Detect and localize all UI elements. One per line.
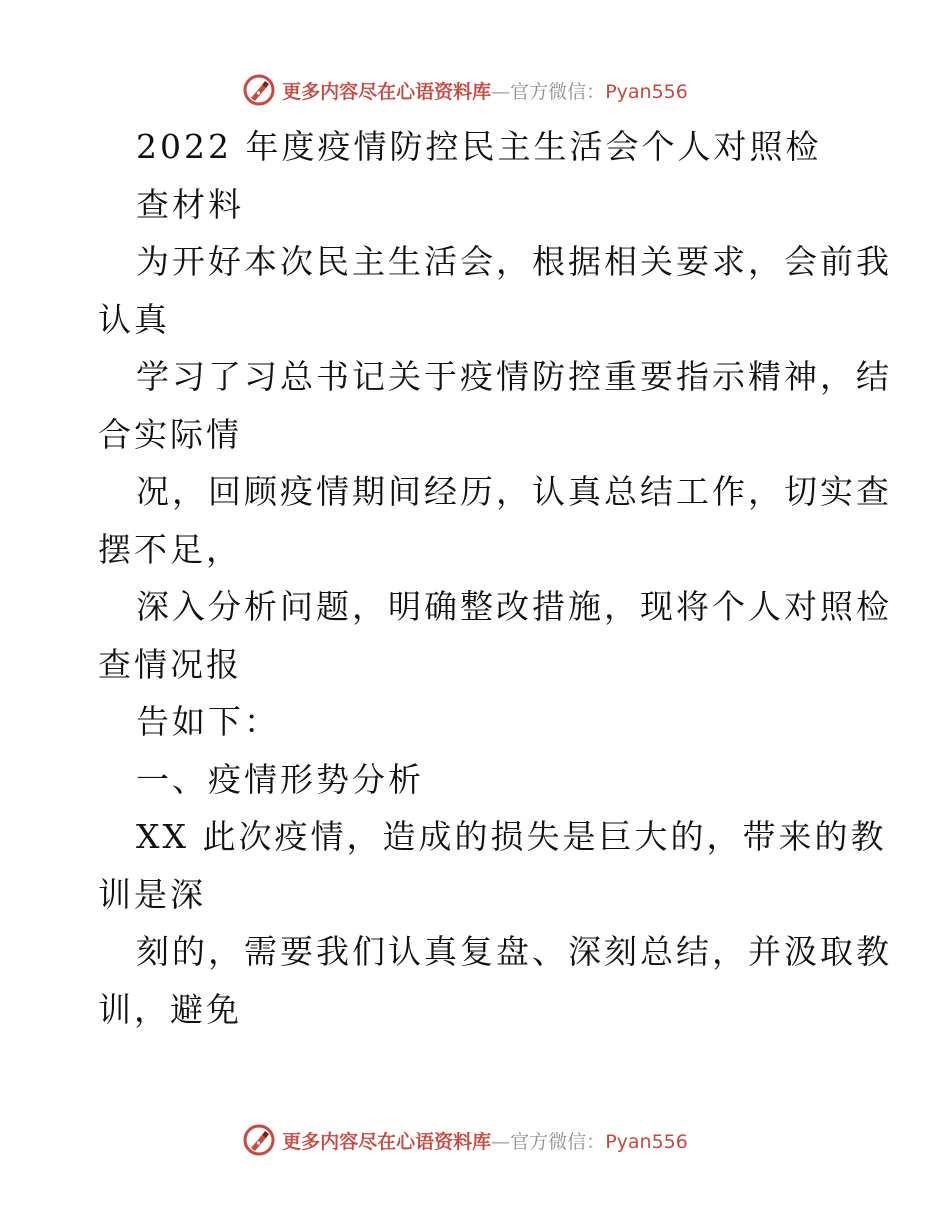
watermark-brand: 更多内容尽在心语资料库 [282,80,492,103]
document-line: 认真 [98,299,170,339]
watermark-wechat-id: Pyan556 [605,1130,688,1153]
document-line: 告如下： [136,702,280,741]
watermark-text [282,77,688,104]
document-line: 刻的，需要我们认真复盘、深刻总结，并汲取教 [136,932,892,971]
document-line: 况，回顾疫情期间经历，认真总结工作，切实查 [136,472,892,511]
document-line: 摆不足， [98,529,242,569]
pen-circle-logo-icon [242,73,276,107]
watermark-dash: — [491,80,511,103]
document-line: 学习了习总书记关于疫情防控重要指示精神，结 [136,357,892,396]
document-line: 查情况报 [98,644,242,684]
header-watermark [0,70,950,110]
watermark-group [242,1123,688,1157]
document-line: XX 此次疫情，造成的损失是巨大的，带来的教 [136,817,887,856]
document-line: 训，避免 [98,989,242,1029]
document-line: 查材料 [136,184,244,224]
watermark-wechat-id: Pyan556 [605,80,688,103]
watermark-group [242,73,688,107]
pen-circle-logo-icon [242,1123,276,1157]
document-line: 合实际情 [98,414,242,454]
watermark-wechat-label: 官方微信： [510,80,606,103]
document-line: 深入分析问题，明确整改措施，现将个人对照检 [136,587,892,626]
footer-watermark [0,1120,950,1160]
watermark-wechat-label: 官方微信： [510,1130,606,1153]
watermark-dash: — [491,1130,511,1153]
document-line: 训是深 [98,874,206,914]
watermark-brand: 更多内容尽在心语资料库 [282,1130,492,1153]
document-line: 2022 年度疫情防控民主生活会个人对照检 [136,127,822,166]
document-line: 为开好本次民主生活会，根据相关要求，会前我 [136,242,892,281]
watermark-text [282,1127,688,1154]
document-body [98,118,892,1038]
section-heading: 一、疫情形势分析 [136,759,424,799]
